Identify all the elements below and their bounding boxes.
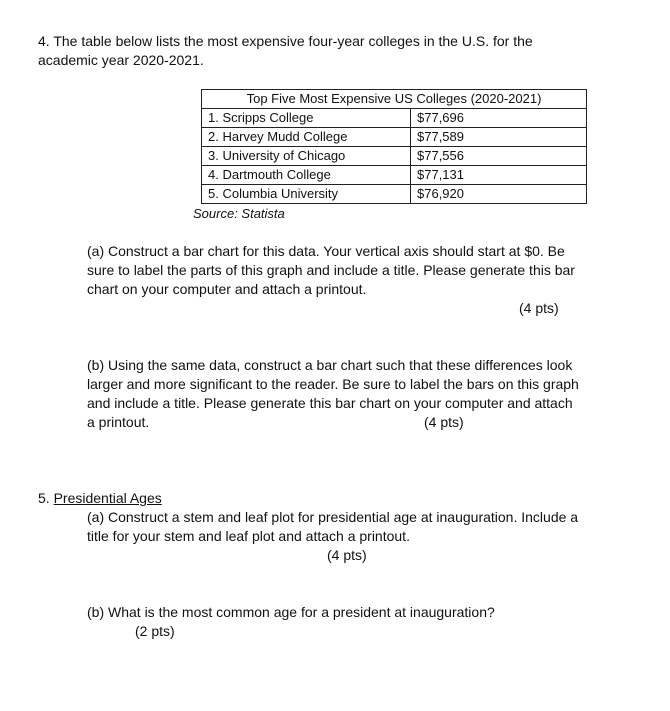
- table-row: [202, 166, 587, 185]
- q5-heading: [38, 489, 162, 508]
- q5b-points: (2 pts): [135, 623, 175, 639]
- q5a-points: (4 pts): [327, 547, 367, 563]
- table-row: [202, 109, 587, 128]
- q4-intro-line2: academic year 2020-2021.: [38, 52, 204, 68]
- table-row: [202, 128, 587, 147]
- q4-part-b: [87, 356, 579, 432]
- q5a-line2: title for your stem and leaf plot and attach a printout.: [87, 528, 410, 544]
- college-name: 5. Columbia University: [202, 185, 411, 204]
- college-cost: $77,589: [411, 128, 587, 147]
- q4b-line2: larger and more significant to the reader. Be sure to label the bars on this graph: [87, 376, 579, 392]
- college-cost: $77,131: [411, 166, 587, 185]
- q5-title: Presidential Ages: [53, 490, 162, 506]
- q4a-line1: (a) Construct a bar chart for this data. Your vertical axis should start at $0. Be: [87, 243, 565, 259]
- table-title: Top Five Most Expensive US Colleges (2020-2021): [202, 90, 587, 109]
- q4a-line2: sure to label the parts of this graph and include a title. Please generate this bar: [87, 262, 575, 278]
- q4-intro: [38, 32, 533, 70]
- college-cost: $77,696: [411, 109, 587, 128]
- table-row: [202, 185, 587, 204]
- q4a-points: (4 pts): [519, 300, 559, 316]
- college-name: 4. Dartmouth College: [202, 166, 411, 185]
- q4b-line1: (b) Using the same data, construct a bar chart such that these differences look: [87, 357, 573, 373]
- table-row: [202, 147, 587, 166]
- colleges-table: [201, 89, 587, 204]
- q5-part-b: [87, 603, 495, 622]
- q4b-line3: and include a title. Please generate this bar chart on your computer and attach: [87, 395, 573, 411]
- colleges-table-wrap: [201, 89, 587, 204]
- college-name: 2. Harvey Mudd College: [202, 128, 411, 147]
- college-name: 3. University of Chicago: [202, 147, 411, 166]
- q4-intro-line1: 4. The table below lists the most expensive four-year colleges in the U.S. for the: [38, 33, 533, 49]
- q5b-line1: (b) What is the most common age for a president at inauguration?: [87, 604, 495, 620]
- q5-part-a: [87, 508, 578, 546]
- college-cost: $77,556: [411, 147, 587, 166]
- q5-number: 5.: [38, 490, 50, 506]
- q4b-points: (4 pts): [424, 414, 464, 430]
- q5a-line1: (a) Construct a stem and leaf plot for presidential age at inauguration. Include a: [87, 509, 579, 525]
- q4b-line4: a printout.: [87, 414, 150, 430]
- q4-part-a: [87, 242, 575, 299]
- table-source: Source: Statista: [193, 206, 285, 221]
- q4a-line3: chart on your computer and attach a printout.: [87, 281, 367, 297]
- college-cost: $76,920: [411, 185, 587, 204]
- college-name: 1. Scripps College: [202, 109, 411, 128]
